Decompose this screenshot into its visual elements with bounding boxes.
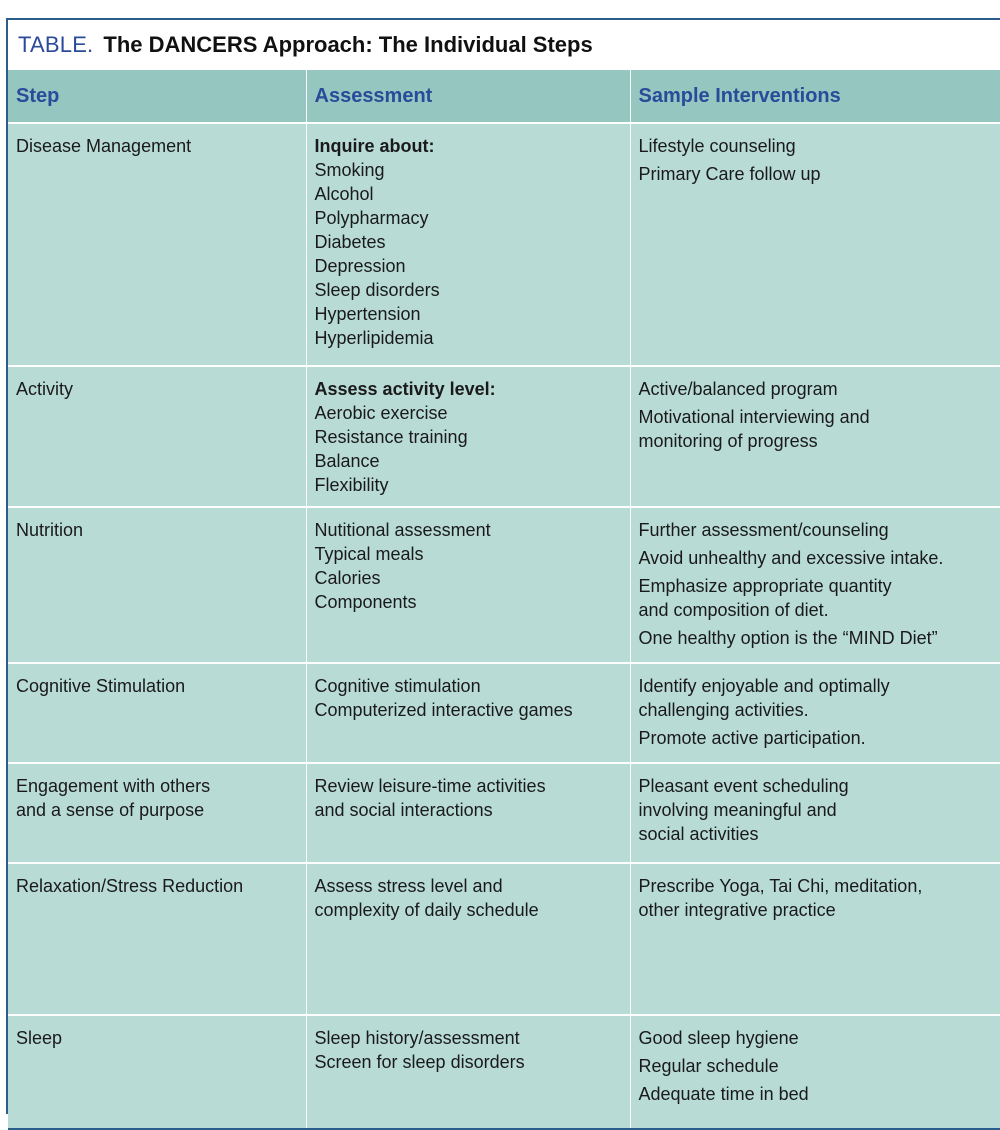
interventions-cell	[630, 366, 1000, 507]
assessment-item: Balance	[314, 451, 380, 471]
assessment-item: and social interactions	[314, 800, 493, 820]
step-text: and a sense of purpose	[16, 800, 205, 820]
intervention-line: Avoid unhealthy and excessive intake.	[638, 548, 944, 568]
intervention-item	[639, 626, 993, 650]
assessment-item: Calories	[314, 568, 381, 588]
table-row	[8, 507, 1000, 663]
interventions-cell	[630, 1015, 1000, 1129]
intervention-line: Primary Care follow up	[638, 164, 821, 184]
assessment-item: Components	[314, 592, 417, 612]
step-cell	[8, 123, 306, 366]
assessment-item: Alcohol	[314, 184, 374, 204]
intervention-item	[639, 1054, 993, 1078]
step-text: Disease Management	[16, 136, 192, 156]
assessment-item: Sleep history/assessment	[314, 1028, 520, 1048]
assessment-cell	[306, 1015, 630, 1129]
table-title: The DANCERS Approach: The Individual Steps	[103, 32, 593, 57]
step-cell	[8, 366, 306, 507]
intervention-line: Adequate time in bed	[638, 1084, 809, 1104]
assessment-item: Screen for sleep disorders	[314, 1052, 525, 1072]
intervention-item	[639, 574, 993, 622]
assessment-item: Assess stress level and	[314, 876, 503, 896]
header-assessment: Assessment	[306, 70, 630, 123]
table-row	[8, 663, 1000, 763]
intervention-line: Good sleep hygiene	[638, 1028, 799, 1048]
step-cell	[8, 1015, 306, 1129]
table-label: TABLE.	[18, 32, 94, 57]
step-cell	[8, 763, 306, 863]
intervention-item	[639, 874, 993, 922]
step-text: Relaxation/Stress Reduction	[16, 876, 244, 896]
assessment-cell	[306, 863, 630, 1015]
intervention-line: Regular schedule	[638, 1056, 779, 1076]
assessment-item: Hypertension	[314, 304, 421, 324]
step-text: Activity	[16, 379, 74, 399]
header-row	[8, 70, 1000, 123]
assessment-item: Cognitive stimulation	[314, 676, 481, 696]
interventions-cell	[630, 123, 1000, 366]
intervention-item	[639, 1082, 993, 1106]
intervention-line: challenging activities.	[638, 700, 809, 720]
assessment-item: Hyperlipidemia	[314, 328, 434, 348]
assessment-item: Diabetes	[314, 232, 386, 252]
assessment-heading: Inquire about:	[314, 136, 435, 156]
assessment-item: Flexibility	[314, 475, 389, 495]
intervention-line: Prescribe Yoga, Tai Chi, meditation,	[638, 876, 923, 896]
intervention-line: One healthy option is the “MIND Diet”	[638, 628, 938, 648]
intervention-line: Further assessment/counseling	[638, 520, 889, 540]
assessment-item: Smoking	[314, 160, 385, 180]
table-row	[8, 763, 1000, 863]
header-step: Step	[8, 70, 306, 123]
intervention-line: monitoring of progress	[638, 431, 818, 451]
intervention-item	[639, 518, 993, 542]
interventions-cell	[630, 663, 1000, 763]
step-text: Nutrition	[16, 520, 84, 540]
intervention-item	[639, 377, 993, 401]
intervention-line: Lifestyle counseling	[638, 136, 796, 156]
intervention-line: Motivational interviewing and	[638, 407, 870, 427]
step-text: Engagement with others	[16, 776, 211, 796]
interventions-cell	[630, 763, 1000, 863]
dancers-table	[8, 70, 1000, 1130]
assessment-item: Computerized interactive games	[314, 700, 573, 720]
step-cell	[8, 863, 306, 1015]
interventions-cell	[630, 863, 1000, 1015]
table-row	[8, 366, 1000, 507]
table-row	[8, 123, 1000, 366]
intervention-item	[639, 1026, 993, 1050]
intervention-item	[639, 405, 993, 453]
intervention-line: Promote active participation.	[638, 728, 866, 748]
assessment-cell	[306, 366, 630, 507]
step-cell	[8, 663, 306, 763]
intervention-item	[639, 774, 993, 846]
intervention-item	[639, 546, 993, 570]
assessment-item: Nutitional assessment	[314, 520, 491, 540]
intervention-item	[639, 674, 993, 722]
assessment-cell	[306, 123, 630, 366]
assessment-item: Resistance training	[314, 427, 468, 447]
intervention-line: Emphasize appropriate quantity	[638, 576, 892, 596]
header-interventions: Sample Interventions	[630, 70, 1000, 123]
assessment-item: Aerobic exercise	[314, 403, 448, 423]
assessment-item: Polypharmacy	[314, 208, 429, 228]
assessment-heading: Assess activity level:	[314, 379, 496, 399]
table-title-bar	[8, 18, 1000, 70]
assessment-item: Depression	[314, 256, 406, 276]
step-text: Cognitive Stimulation	[16, 676, 186, 696]
intervention-line: Pleasant event scheduling	[638, 776, 849, 796]
intervention-line: other integrative practice	[638, 900, 836, 920]
intervention-line: Active/balanced program	[638, 379, 838, 399]
assessment-cell	[306, 663, 630, 763]
intervention-item	[639, 134, 993, 158]
intervention-line: social activities	[638, 824, 759, 844]
step-text: Sleep	[16, 1028, 63, 1048]
assessment-item: Review leisure-time activities	[314, 776, 546, 796]
step-cell	[8, 507, 306, 663]
assessment-cell	[306, 507, 630, 663]
assessment-item: complexity of daily schedule	[314, 900, 539, 920]
intervention-item	[639, 162, 993, 186]
assessment-cell	[306, 763, 630, 863]
assessment-item: Typical meals	[314, 544, 424, 564]
table-row	[8, 863, 1000, 1015]
interventions-cell	[630, 507, 1000, 663]
table-row	[8, 1015, 1000, 1129]
intervention-line: Identify enjoyable and optimally	[638, 676, 890, 696]
intervention-line: and composition of diet.	[638, 600, 829, 620]
assessment-item: Sleep disorders	[314, 280, 440, 300]
intervention-line: involving meaningful and	[638, 800, 837, 820]
intervention-item	[639, 726, 993, 750]
